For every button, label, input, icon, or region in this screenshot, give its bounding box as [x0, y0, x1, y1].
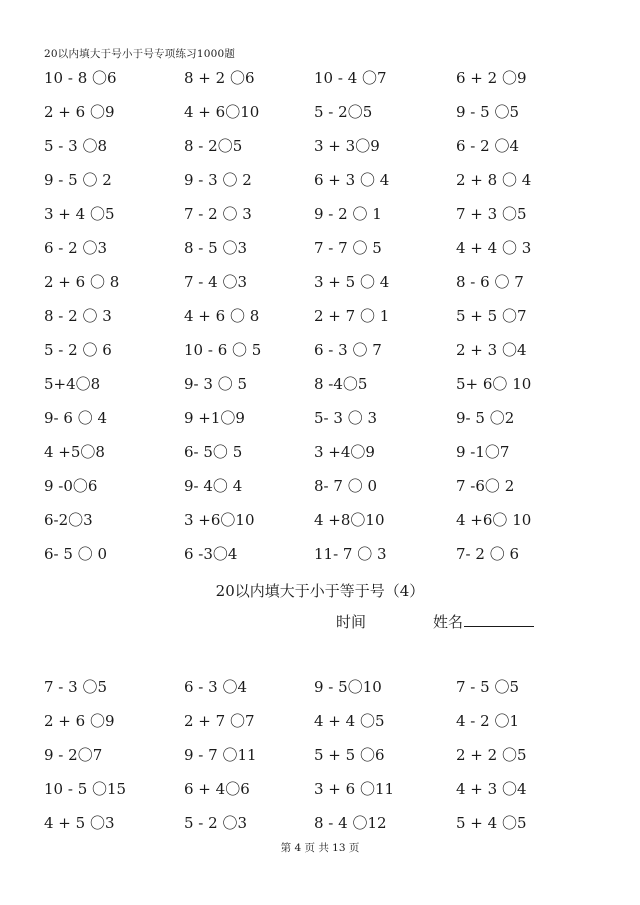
exercise-problem: 9- 6 〇 4 [44, 409, 108, 427]
exercise-problem: 5+ 6〇 10 [456, 375, 532, 393]
exercise-row [44, 544, 564, 578]
exercise-row [44, 374, 564, 408]
exercise-row [44, 306, 564, 340]
exercise-problem: 5 - 2 〇3 [184, 814, 248, 832]
exercise-problem: 2 + 7 〇7 [184, 712, 255, 730]
exercise-problem: 9 -1〇7 [456, 443, 510, 461]
name-label: 姓名 [433, 613, 464, 631]
exercise-problem: 6 + 3 〇 4 [314, 171, 390, 189]
exercise-problem: 6 - 3 〇4 [184, 678, 248, 696]
exercise-row [44, 510, 564, 544]
exercise-row [44, 408, 564, 442]
exercise-problem: 8 -4〇5 [314, 375, 368, 393]
document-header: 20以内填大于号小于号专项练习1000题 [44, 48, 236, 60]
exercise-problem: 9 - 3 〇 2 [184, 171, 252, 189]
exercise-problem: 9- 4〇 4 [184, 477, 243, 495]
exercise-problem: 4 + 4 〇 3 [456, 239, 532, 257]
exercise-row [44, 779, 564, 813]
exercise-problem: 11- 7 〇 3 [314, 545, 387, 563]
page-footer: 第 4 页 共 13 页 [280, 842, 360, 854]
exercise-row [44, 476, 564, 510]
exercise-problem: 7 -6〇 2 [456, 477, 515, 495]
exercise-row [44, 204, 564, 238]
name-blank-line [464, 614, 534, 627]
exercise-problem: 5 - 3 〇8 [44, 137, 108, 155]
exercise-problem: 5+4〇8 [44, 375, 101, 393]
exercise-problem: 9- 3 〇 5 [184, 375, 248, 393]
exercise-problem: 8 - 2 〇 3 [44, 307, 112, 325]
exercise-problem: 5- 3 〇 3 [314, 409, 378, 427]
exercise-problem: 10 - 6 〇 5 [184, 341, 262, 359]
exercise-problem: 9- 5 〇2 [456, 409, 515, 427]
exercise-problem: 4 + 4 〇5 [314, 712, 385, 730]
exercise-problem: 4 +6〇 10 [456, 511, 532, 529]
exercise-problem: 7 - 2 〇 3 [184, 205, 252, 223]
exercise-grid-2 [44, 677, 564, 847]
time-label: 时间 [336, 613, 367, 631]
exercise-problem: 4 + 6 〇 8 [184, 307, 260, 325]
section-title: 20以内填大于小于等于号（4） [215, 582, 425, 600]
exercise-problem: 4 +5〇8 [44, 443, 105, 461]
exercise-problem: 9 -0〇6 [44, 477, 98, 495]
exercise-problem: 10 - 5 〇15 [44, 780, 127, 798]
exercise-problem: 9 - 5 〇5 [456, 103, 520, 121]
exercise-problem: 6 + 2 〇9 [456, 69, 527, 87]
exercise-problem: 4 + 3 〇4 [456, 780, 527, 798]
exercise-problem: 3 + 4 〇5 [44, 205, 115, 223]
exercise-problem: 2 + 7 〇 1 [314, 307, 390, 325]
exercise-problem: 3 + 6 〇11 [314, 780, 395, 798]
exercise-problem: 4 + 5 〇3 [44, 814, 115, 832]
exercise-problem: 9 +1〇9 [184, 409, 245, 427]
exercise-problem: 7 - 5 〇5 [456, 678, 520, 696]
exercise-row [44, 711, 564, 745]
exercise-problem: 2 + 6 〇 8 [44, 273, 120, 291]
exercise-row [44, 170, 564, 204]
exercise-problem: 8- 7 〇 0 [314, 477, 378, 495]
exercise-problem: 8 - 4 〇12 [314, 814, 387, 832]
exercise-row [44, 272, 564, 306]
exercise-problem: 6 + 4〇6 [184, 780, 250, 798]
exercise-problem: 5 - 2 〇 6 [44, 341, 112, 359]
exercise-problem: 8 - 6 〇 7 [456, 273, 524, 291]
exercise-problem: 3 + 3〇9 [314, 137, 380, 155]
exercise-problem: 3 + 5 〇 4 [314, 273, 390, 291]
exercise-problem: 4 - 2 〇1 [456, 712, 520, 730]
exercise-problem: 6 - 2 〇3 [44, 239, 108, 257]
exercise-problem: 2 + 6 〇9 [44, 103, 115, 121]
exercise-problem: 4 +8〇10 [314, 511, 385, 529]
exercise-problem: 6 - 2 〇4 [456, 137, 520, 155]
exercise-problem: 4 + 6〇10 [184, 103, 260, 121]
exercise-problem: 9 - 2 〇 1 [314, 205, 382, 223]
exercise-problem: 3 +4〇9 [314, 443, 375, 461]
exercise-problem: 7 - 7 〇 5 [314, 239, 382, 257]
exercise-row [44, 745, 564, 779]
exercise-problem: 6 -3〇4 [184, 545, 238, 563]
exercise-problem: 6- 5〇 5 [184, 443, 243, 461]
exercise-problem: 9 - 5〇10 [314, 678, 382, 696]
exercise-problem: 8 + 2 〇6 [184, 69, 255, 87]
exercise-problem: 2 + 8 〇 4 [456, 171, 532, 189]
exercise-problem: 5 + 5 〇6 [314, 746, 385, 764]
exercise-row [44, 136, 564, 170]
exercise-problem: 6 - 3 〇 7 [314, 341, 382, 359]
exercise-row [44, 102, 564, 136]
exercise-problem: 7- 2 〇 6 [456, 545, 520, 563]
exercise-problem: 2 + 2 〇5 [456, 746, 527, 764]
exercise-problem: 2 + 3 〇4 [456, 341, 527, 359]
exercise-row [44, 340, 564, 374]
exercise-grid-1 [44, 68, 564, 578]
exercise-row [44, 442, 564, 476]
exercise-problem: 9 - 5 〇 2 [44, 171, 112, 189]
exercise-problem: 5 - 2〇5 [314, 103, 373, 121]
exercise-problem: 8 - 2〇5 [184, 137, 243, 155]
exercise-problem: 5 + 5 〇7 [456, 307, 527, 325]
exercise-problem: 7 - 3 〇5 [44, 678, 108, 696]
exercise-problem: 10 - 8 〇6 [44, 69, 117, 87]
exercise-problem: 9 - 7 〇11 [184, 746, 257, 764]
exercise-problem: 6- 5 〇 0 [44, 545, 108, 563]
exercise-row [44, 677, 564, 711]
exercise-row [44, 68, 564, 102]
name-field [433, 611, 534, 632]
exercise-problem: 10 - 4 〇7 [314, 69, 387, 87]
exercise-problem: 7 + 3 〇5 [456, 205, 527, 223]
exercise-problem: 9 - 2〇7 [44, 746, 103, 764]
exercise-problem: 3 +6〇10 [184, 511, 255, 529]
exercise-problem: 7 - 4 〇3 [184, 273, 248, 291]
exercise-row [44, 238, 564, 272]
exercise-problem: 5 + 4 〇5 [456, 814, 527, 832]
exercise-problem: 6-2〇3 [44, 511, 93, 529]
exercise-problem: 2 + 6 〇9 [44, 712, 115, 730]
exercise-problem: 8 - 5 〇3 [184, 239, 248, 257]
